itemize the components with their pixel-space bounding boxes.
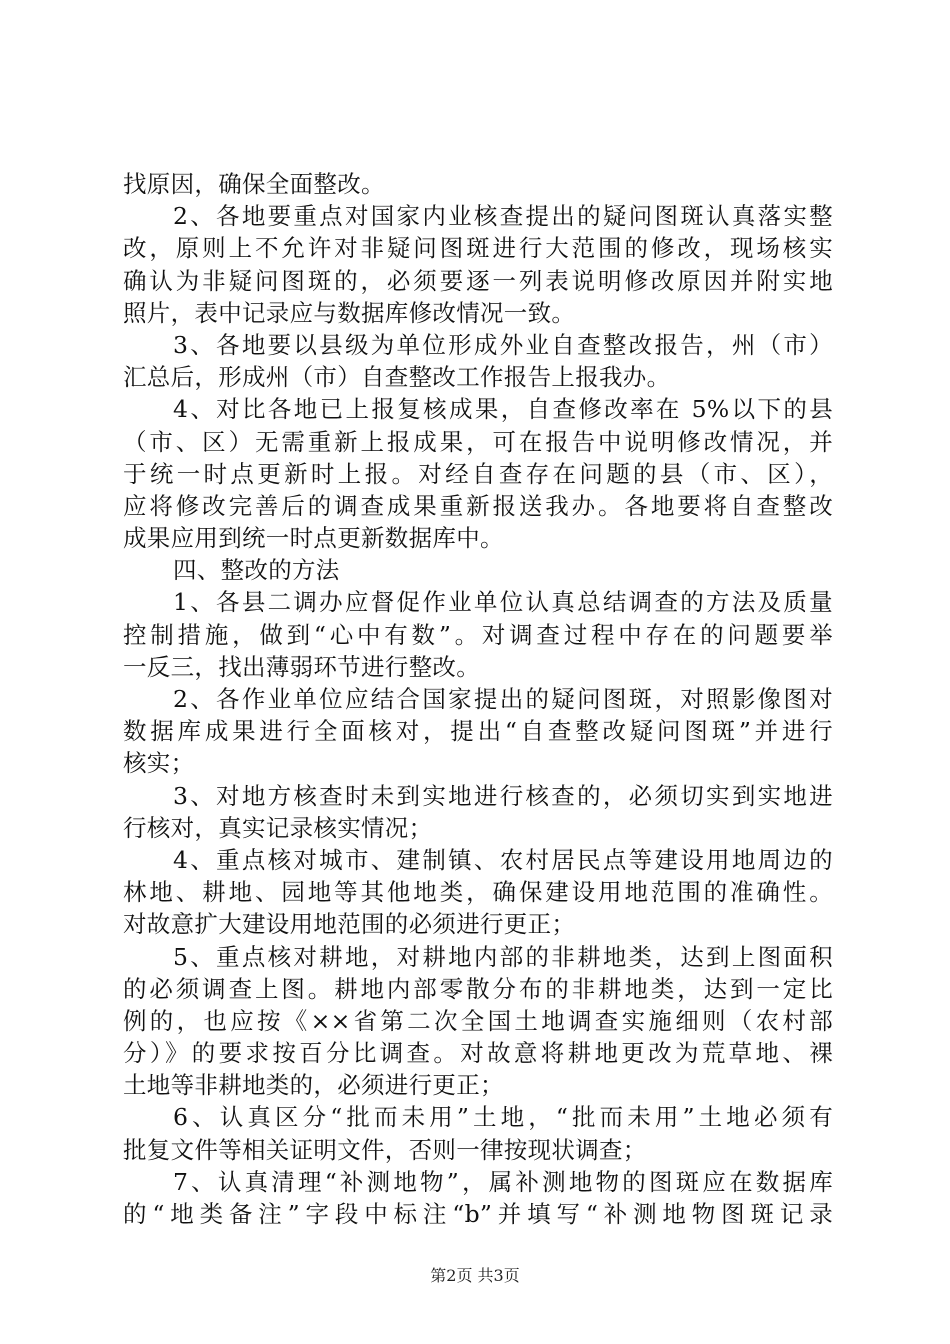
text-line: 于统一时点更新时上报。对经自查存在问题的县（市、区）， xyxy=(123,459,833,488)
text-line: 1、各县二调办应督促作业单位认真总结调查的方法及质量 xyxy=(173,588,833,617)
text-line: 对故意扩大建设用地范围的必须进行更正； xyxy=(123,910,576,939)
text-line: 核实； xyxy=(123,749,195,778)
text-line: 批复文件等相关证明文件，否则一律按现状调查； xyxy=(123,1135,647,1164)
text-line: 改，原则上不允许对非疑问图斑进行大范围的修改，现场核实 xyxy=(123,234,833,263)
text-line: 汇总后，形成州（市）自查整改工作报告上报我办。 xyxy=(123,363,671,392)
text-line: 分）》的要求按百分比调查。对故意将耕地更改为荒草地、裸 xyxy=(123,1039,833,1068)
text-line: 的必须调查上图。耕地内部零散分布的非耕地类，达到一定比 xyxy=(123,974,833,1003)
text-line: 应将修改完善后的调查成果重新报送我办。各地要将自查整改 xyxy=(123,491,833,520)
text-line: 6、认真区分“批而未用”土地，“批而未用”土地必须有 xyxy=(173,1103,833,1132)
text-line: 确认为非疑问图斑的，必须要逐一列表说明修改原因并附实地 xyxy=(123,266,833,295)
text-line: （市、区）无需重新上报成果，可在报告中说明修改情况，并 xyxy=(123,427,833,456)
text-line: 林地、耕地、园地等其他地类，确保建设用地范围的准确性。 xyxy=(123,878,833,907)
document-body xyxy=(123,168,833,1230)
text-line: 的“地类备注”字段中标注“b”并填写“补测地物图斑记录 xyxy=(123,1200,833,1228)
text-line: 3、各地要以县级为单位形成外业自查整改报告，州（市） xyxy=(173,330,833,359)
text-line: 例的，也应按《××省第二次全国土地调查实施细则（农村部 xyxy=(123,1006,833,1035)
text-line: 行核对，真实记录核实情况； xyxy=(123,813,433,842)
text-line: 3、对地方核查时未到实地进行核查的，必须切实到实地进 xyxy=(173,781,833,810)
text-line: 一反三，找出薄弱环节进行整改。 xyxy=(123,652,480,681)
text-line: 4、重点核对城市、建制镇、农村居民点等建设用地周边的 xyxy=(173,845,833,874)
text-line: 控制措施，做到“心中有数”。对调查过程中存在的问题要举 xyxy=(123,620,833,649)
text-line: 2、各作业单位应结合国家提出的疑问图斑，对照影像图对 xyxy=(173,685,833,713)
page-footer: 第2页 共3页 xyxy=(430,1266,520,1285)
text-line: 数据库成果进行全面核对，提出“自查整改疑问图斑”并进行 xyxy=(123,717,833,746)
section-heading: 四、整改的方法 xyxy=(173,556,340,585)
text-line: 4、对比各地已上报复核成果，自查修改率在 5%以下的县 xyxy=(173,395,833,424)
text-line: 2、各地要重点对国家内业核查提出的疑问图斑认真落实整 xyxy=(173,202,833,231)
text-line: 照片，表中记录应与数据库修改情况一致。 xyxy=(123,298,576,327)
text-line: 5、重点核对耕地，对耕地内部的非耕地类，达到上图面积 xyxy=(173,942,833,971)
text-line: 找原因，确保全面整改。 xyxy=(123,170,385,198)
text-line: 成果应用到统一时点更新数据库中。 xyxy=(123,524,504,553)
text-line: 7、认真清理“补测地物”，属补测地物的图斑应在数据库 xyxy=(173,1167,833,1196)
text-line: 土地等非耕地类的，必须进行更正； xyxy=(123,1071,504,1100)
